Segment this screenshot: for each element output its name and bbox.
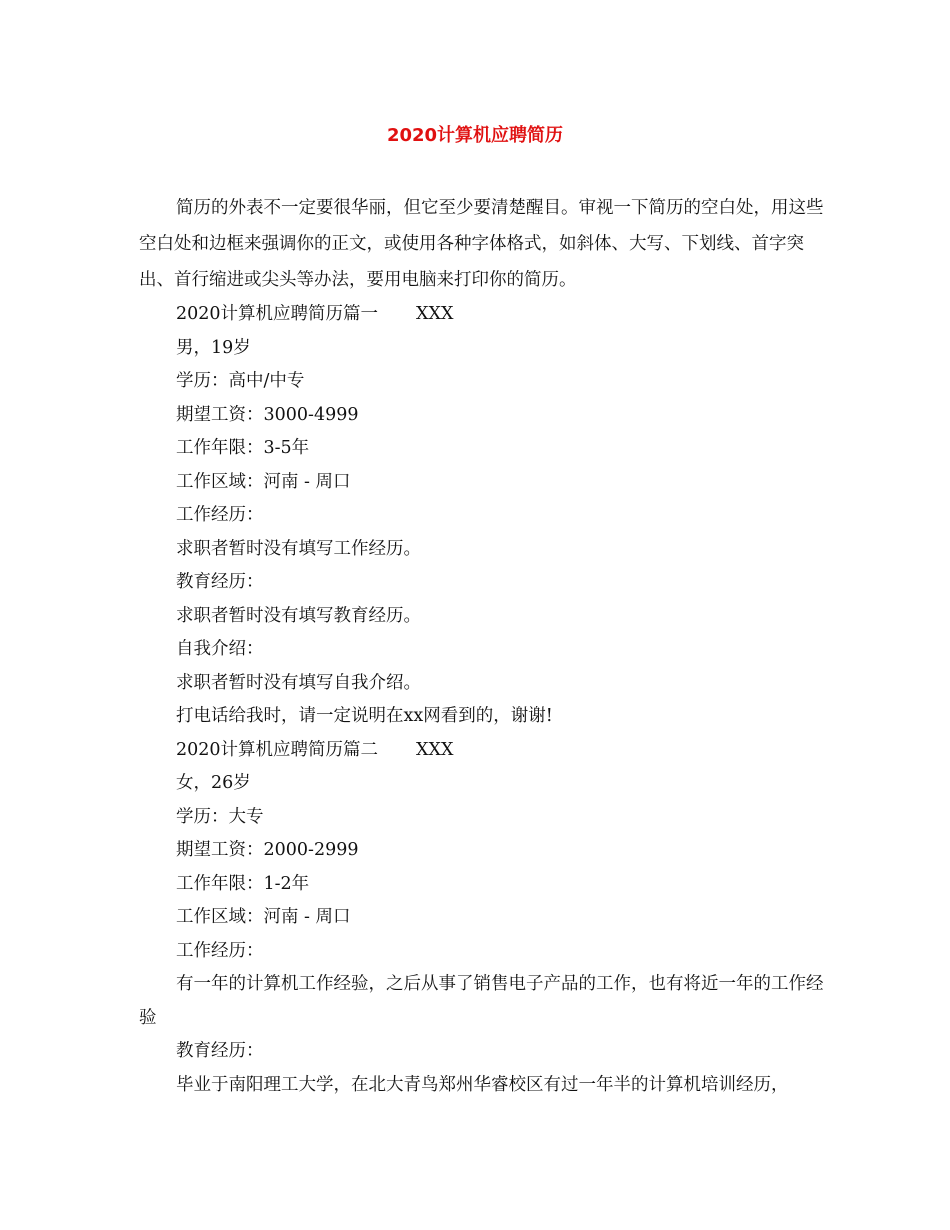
resume2-heading: 2020计算机应聘简历篇二 — [176, 739, 379, 760]
resume1-gender-age: 男，19岁 — [176, 337, 251, 358]
resume2-gender-age: 女，26岁 — [176, 773, 251, 793]
resume-section-1 — [139, 298, 829, 734]
resume2-edu-label: 教育经历： — [176, 1041, 264, 1061]
resume1-years: 工作年限：3-5年 — [176, 438, 310, 458]
resume-section-2 — [139, 734, 829, 1103]
document-title: 2020计算机应聘简历 — [386, 125, 564, 146]
resume2-years: 工作年限：1-2年 — [176, 873, 310, 894]
document-body — [139, 190, 829, 1102]
resume1-education-level: 学历：高中/中专 — [176, 371, 305, 391]
resume2-work-text: 有一年的计算机工作经验，之后从事了销售电子产品的工作，也有将近一年的工作经验 — [139, 974, 824, 1028]
resume1-intro-label: 自我介绍： — [176, 639, 264, 659]
resume1-edu-label: 教育经历： — [176, 572, 264, 592]
resume1-heading: 2020计算机应聘简历篇一 — [176, 304, 379, 324]
resume1-area: 工作区域：河南 - 周口 — [176, 471, 351, 492]
resume2-name: XXX — [416, 739, 454, 760]
resume1-heading-line — [139, 298, 829, 332]
resume2-work-label: 工作经历： — [176, 940, 264, 961]
resume1-name: XXX — [416, 304, 454, 324]
resume2-salary: 期望工资：2000-2999 — [176, 840, 359, 860]
resume1-contact: 打电话给我时，请一定说明在xx网看到的，谢谢! — [176, 706, 553, 726]
resume1-work-text: 求职者暂时没有填写工作经历。 — [176, 538, 421, 559]
resume1-work-label: 工作经历： — [176, 505, 264, 525]
resume1-intro-text: 求职者暂时没有填写自我介绍。 — [176, 672, 421, 693]
resume1-edu-text: 求职者暂时没有填写教育经历。 — [176, 605, 421, 626]
resume2-area: 工作区域：河南 - 周口 — [176, 907, 351, 927]
resume2-education-level: 学历：大专 — [176, 806, 264, 827]
intro-paragraph: 简历的外表不一定要很华丽，但它至少要清楚醒目。审视一下简历的空白处，用这些空白处和边框来强调你的正文，或使用各种字体格式，如斜体、大写、下划线、首字突出、首行缩进或尖头等办法，要用电脑来打印你的简历。 — [139, 198, 824, 290]
resume2-edu-text: 毕业于南阳理工大学，在北大青鸟郑州华睿校区有过一年半的计算机培训经历， — [176, 1074, 789, 1095]
resume1-salary: 期望工资：3000-4999 — [176, 404, 359, 425]
resume2-heading-line — [139, 734, 829, 768]
